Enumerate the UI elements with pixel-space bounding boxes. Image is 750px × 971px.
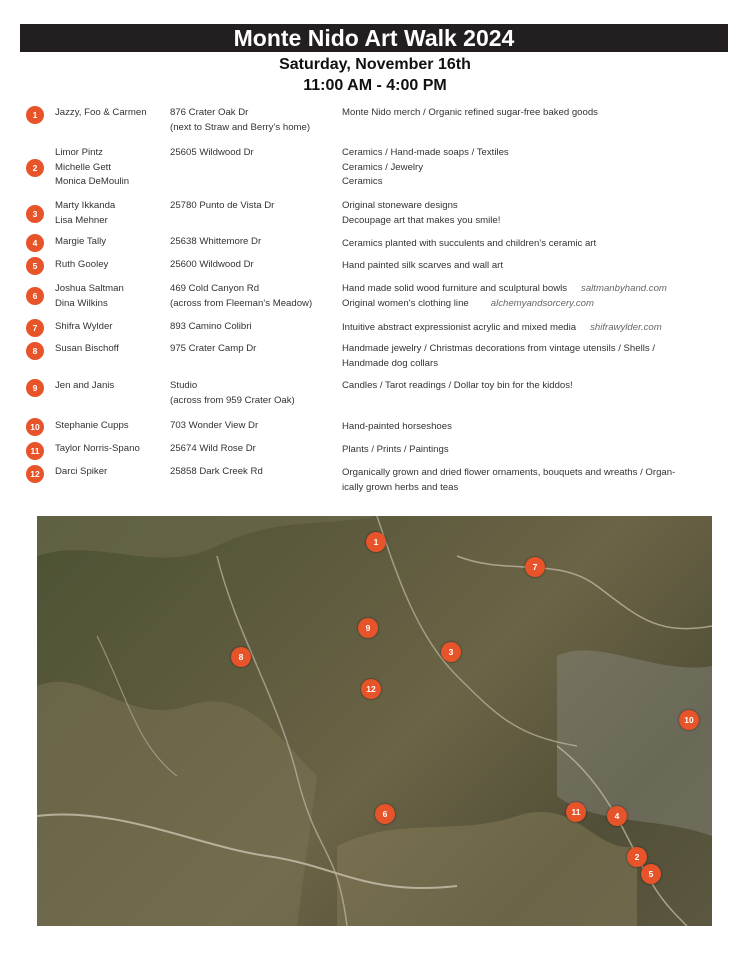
address-line: 25674 Wild Rose Dr — [170, 443, 256, 454]
artist-names — [55, 419, 167, 434]
artist-names — [55, 235, 167, 250]
description-line — [342, 297, 727, 312]
map-pin[interactable]: 11 — [566, 802, 586, 822]
address-line: 469 Cold Canyon Rd — [170, 283, 260, 294]
stop-number-badge: 4 — [26, 234, 44, 252]
artist-name: Jazzy, Foo & Carmen — [55, 107, 147, 118]
map-pin[interactable]: 4 — [607, 806, 627, 826]
stop-address — [170, 320, 340, 335]
map-pin[interactable]: 5 — [641, 864, 661, 884]
art-description — [342, 321, 727, 336]
artist-names — [55, 258, 167, 273]
description-line: Ceramics / Hand-made soaps / Textiles — [342, 147, 509, 158]
artist-names — [55, 282, 167, 311]
address-line: 25638 Whittemore Dr — [170, 236, 262, 247]
artist-names — [55, 442, 167, 457]
address-line: 876 Crater Oak Dr — [170, 107, 249, 118]
description-line: ically grown herbs and teas — [342, 481, 459, 493]
stop-address — [170, 419, 340, 434]
website-link[interactable]: alchemyandsorcery.com — [490, 297, 595, 309]
address-line: 975 Crater Camp Dr — [170, 343, 257, 354]
artist-name: Marty Ikkanda — [55, 200, 116, 211]
description-text: Hand made solid wood furniture and sculptural bowls — [342, 283, 568, 294]
artist-names — [55, 199, 167, 228]
description-line: Ceramics planted with succulents and children’s ceramic art — [342, 238, 597, 249]
description-line: Hand-painted horseshoes — [342, 421, 452, 432]
address-line: 25605 Wildwood Dr — [170, 147, 254, 158]
stop-number-badge: 1 — [26, 106, 44, 124]
stop-number-badge: 2 — [26, 159, 44, 177]
map-terrain — [37, 516, 712, 926]
description-line — [342, 321, 727, 336]
artist-names — [55, 465, 167, 480]
artist-name: Shifra Wylder — [55, 321, 113, 332]
map-pin[interactable]: 2 — [627, 847, 647, 867]
stop-address — [170, 258, 340, 273]
stop-address — [170, 106, 340, 135]
map-pin[interactable]: 3 — [441, 642, 461, 662]
stop-address — [170, 342, 340, 357]
map-pin[interactable]: 12 — [361, 679, 381, 699]
stop-address — [170, 442, 340, 457]
description-line: Hand painted silk scarves and wall art — [342, 260, 504, 271]
stop-number-badge: 5 — [26, 257, 44, 275]
artist-name: Taylor Norris-Spano — [55, 443, 140, 454]
stop-address — [170, 146, 340, 161]
art-description — [342, 443, 727, 458]
address-line: (next to Straw and Berry’s home) — [170, 121, 311, 133]
art-description — [342, 259, 727, 274]
stop-address — [170, 235, 340, 250]
stop-number-badge: 6 — [26, 287, 44, 305]
description-line: Organically grown and dried flower ornaments, bouquets and wreaths / Organ- — [342, 467, 676, 478]
artist-name: Darci Spiker — [55, 466, 108, 477]
art-description — [342, 342, 727, 371]
art-description — [342, 282, 727, 311]
stop-number-badge: 8 — [26, 342, 44, 360]
description-text: Intuitive abstract expressionist acrylic and mixed media — [342, 322, 577, 333]
description-line: Original stoneware designs — [342, 200, 458, 211]
artist-names — [55, 106, 167, 121]
description-line: Candles / Tarot readings / Dollar toy bin for the kiddos! — [342, 380, 573, 391]
map-pin[interactable]: 8 — [231, 647, 251, 667]
address-line: 25858 Dark Creek Rd — [170, 466, 263, 477]
address-line: (across from Fleeman’s Meadow) — [170, 297, 313, 309]
description-line: Plants / Prints / Paintings — [342, 444, 449, 455]
stop-number-badge: 10 — [26, 418, 44, 436]
description-text: Original women’s clothing line — [342, 297, 469, 309]
address-line: (across from 959 Crater Oak) — [170, 394, 295, 406]
stop-number-badge: 12 — [26, 465, 44, 483]
map-pin[interactable]: 6 — [375, 804, 395, 824]
art-description — [342, 379, 727, 394]
stop-number-badge: 7 — [26, 319, 44, 337]
event-date: Saturday, November 16th — [279, 56, 471, 73]
description-line: Ceramics / Jewelry — [342, 161, 424, 173]
artist-name: Dina Wilkins — [55, 297, 108, 309]
artist-names — [55, 379, 167, 394]
aerial-map — [37, 516, 712, 926]
artist-name: Limor Pintz — [55, 147, 103, 158]
page-title: Monte Nido Art Walk 2024 — [20, 24, 728, 52]
address-line: 893 Camino Colibri — [170, 321, 252, 332]
description-line: Monte Nido merch / Organic refined sugar-free baked goods — [342, 107, 598, 118]
art-description — [342, 420, 727, 435]
address-line: Studio — [170, 380, 198, 391]
map-pin[interactable]: 9 — [358, 618, 378, 638]
description-line — [342, 282, 727, 297]
stop-address — [170, 465, 340, 480]
artist-name: Jen and Janis — [55, 380, 115, 391]
art-description — [342, 106, 727, 121]
stop-number-badge: 11 — [26, 442, 44, 460]
map-pin[interactable]: 1 — [366, 532, 386, 552]
art-description — [342, 199, 727, 228]
event-hours: 11:00 AM - 4:00 PM — [303, 77, 447, 94]
artist-names — [55, 320, 167, 335]
address-line: 25600 Wildwood Dr — [170, 259, 254, 270]
artist-name: Margie Tally — [55, 236, 107, 247]
address-line: 25780 Punto de Vista Dr — [170, 200, 275, 211]
map-pin[interactable]: 10 — [679, 710, 699, 730]
stop-number-badge: 9 — [26, 379, 44, 397]
artist-names — [55, 342, 167, 357]
stop-address — [170, 379, 340, 408]
artist-name: Monica DeMoulin — [55, 176, 130, 187]
artist-name: Lisa Mehner — [55, 214, 108, 226]
map-pin[interactable]: 7 — [525, 557, 545, 577]
stop-number-badge: 3 — [26, 205, 44, 223]
art-description — [342, 237, 727, 252]
artist-name: Joshua Saltman — [55, 283, 124, 294]
description-line: Handmade dog collars — [342, 357, 438, 369]
description-line: Ceramics — [342, 176, 383, 187]
art-description — [342, 146, 727, 190]
stop-address — [170, 282, 340, 311]
website-link[interactable]: shifrawylder.com — [590, 322, 662, 333]
artist-name: Michelle Gett — [55, 161, 111, 173]
artist-name: Stephanie Cupps — [55, 420, 129, 431]
address-line: 703 Wonder View Dr — [170, 420, 259, 431]
description-line: Decoupage art that makes you smile! — [342, 214, 501, 226]
stop-address — [170, 199, 340, 214]
artist-name: Ruth Gooley — [55, 259, 109, 270]
website-link[interactable]: saltmanbyhand.com — [581, 283, 667, 294]
artist-names — [55, 146, 167, 190]
description-line: Handmade jewelry / Christmas decorations from vintage utensils / Shells / — [342, 343, 655, 354]
art-description — [342, 466, 727, 495]
artist-name: Susan Bischoff — [55, 343, 119, 354]
